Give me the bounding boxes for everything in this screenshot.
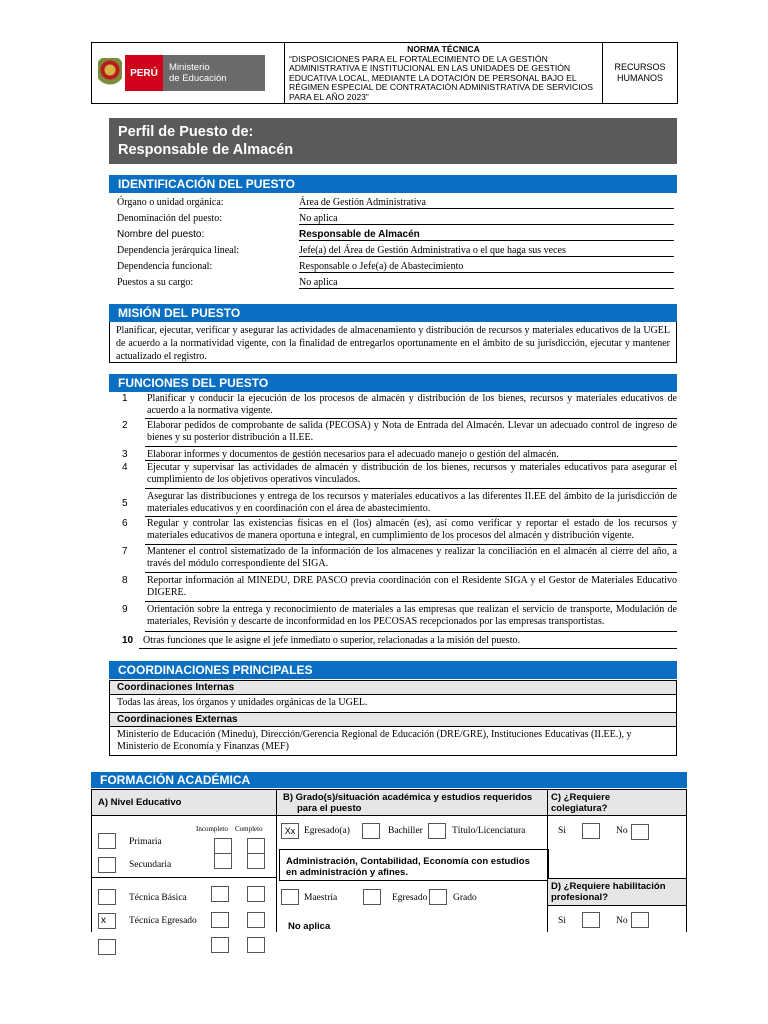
coat-of-arms-icon [98,58,122,88]
department-label: RECURSOS HUMANOS [614,62,666,83]
primaria-label: Primaria [129,837,162,847]
externas-label: Coordinaciones Externas [109,712,677,727]
tecnica-egresado-checkbox[interactable]: x [98,913,116,929]
function-item: 1 Planificar y conducir la ejecución de los procesos de almacén y distribución de los bienes, recursos y materiales educativos de acuerdo a la normativa vigente. [109,393,677,419]
colegiatura-no-label: No [616,826,628,836]
incompleto-label: Incompleto [196,825,228,833]
carreras-box: Administración, Contabilidad, Economía con estudios en administración y afines. [279,849,549,881]
primaria-incompleto-checkbox[interactable] [214,838,232,854]
titulo-checkbox[interactable] [428,823,446,839]
maestria-grado-label: Grado [453,893,477,903]
norm-block [285,43,603,103]
section-formacion-heading: FORMACIÓN ACADÉMICA [91,772,687,788]
function-item: 10 Otras funciones que le asigne el jefe inmediato o superior, relacionadas a la misión del puesto. [109,635,677,649]
col-d-header: D) ¿Requiere habilitación profesional? [547,878,687,906]
extra-checkbox[interactable] [98,939,116,955]
internas-label: Coordinaciones Internas [109,680,677,695]
extra-completo-checkbox[interactable] [247,937,265,953]
completo-label: Completo [235,825,263,833]
primaria-checkbox[interactable] [98,833,116,849]
tecnica-egresado-completo-checkbox[interactable] [247,912,265,928]
ministry-logo [92,43,285,103]
secundaria-label: Secundaria [129,860,172,870]
tecnica-basica-incompleto-checkbox[interactable] [211,886,229,902]
secundaria-checkbox[interactable] [98,857,116,873]
function-item: 4 Ejecutar y supervisar las actividades de almacén y distribución de los bienes, recursos y materiales educativos para asegurar el cumplimiento de los objetivos operativos vinculados. [109,462,677,488]
maestria-checkbox[interactable] [281,889,299,905]
section-funciones-heading: FUNCIONES DEL PUESTO [109,374,677,392]
col-c-body [547,815,687,878]
primaria-completo-checkbox[interactable] [247,838,265,854]
secundaria-completo-checkbox[interactable] [247,853,265,869]
function-item: 8 Reportar información al MINEDU, DRE PASCO previa coordinación con el Residente SIGA y el Gestor de Materiales Educativo DIGERE. [109,575,677,601]
internas-text: Todas las áreas, los órganos y unidades orgánicas de la UGEL. [109,695,677,712]
document-header [91,42,678,104]
function-item: 2 Elaborar pedidos de comprobante de salida (PECOSA) y Nota de Entrada del Almacén. Llevar un adecuado control de ingreso de bienes y su posterior distribución a II.EE. [109,420,677,446]
tecnica-egresado-label: Técnica Egresado [129,916,197,926]
habilitacion-no-label: No [616,916,628,926]
extra-incompleto-checkbox[interactable] [211,937,229,953]
tecnica-basica-checkbox[interactable] [98,889,116,905]
colegiatura-si-checkbox[interactable] [582,823,600,839]
norm-text: “DISPOSICIONES PARA EL FORTALECIMIENTO DE LA GESTIÓN ADMINISTRATIVA E INSTITUCIONAL EN LAS UNIDADES DE GESTIÓN EDUCATIVA LOCAL, MEDIANTE LA DOTACIÓN DE PERSONAL BAJO EL RÉGIMEN ESPECIAL DE CONTRATACIÓN ADMINISTRATIVA DE SERVICIOS PARA EL AÑO 2023” [289,53,594,102]
function-item: 5 Asegurar las distribuciones y entrega de los recursos y materiales educativos a las diferentes II.EE del ámbito de la jurisdicción de materiales educativos y en coordinación con el área de abastecimiento. [109,491,677,517]
col-a-header: A) Nivel Educativo [91,789,277,816]
secundaria-incompleto-checkbox[interactable] [214,853,232,869]
col-b-header: B) Grado(s)/situación académica y estudios requeridos para el puesto [276,789,548,816]
egresado-checkbox[interactable]: Xx [281,823,299,839]
norm-title: NORMA TÉCNICA [407,44,480,54]
habilitacion-si-checkbox[interactable] [582,912,600,928]
function-item: 7 Mantener el control sistematizado de la información de los almacenes y realizar la conciliación en el almacén al cierre del año, a través del módulo correspondiente del SIGA. [109,546,677,572]
section-coordinaciones-heading: COORDINACIONES PRINCIPALES [109,661,677,679]
tecnica-egresado-incompleto-checkbox[interactable] [211,912,229,928]
no-aplica-label: No aplica [288,921,331,932]
function-item: 3 Elaborar informes y documentos de gestión necesarios para el adecuado manejo o gestión del almacén. [109,449,677,463]
bachiller-label: Bachiller [388,826,423,836]
habilitacion-no-checkbox[interactable] [631,912,649,928]
externas-text: Ministerio de Educación (Minedu), Dirección/Gerencia Regional de Educación (DRE/GRE), Instituciones Educativas (II.EE.), y Ministerio de Economía y Finanzas (MEF) [109,727,677,756]
logo-peru: PERÚ [125,55,163,91]
bachiller-checkbox[interactable] [362,823,380,839]
maestria-egresado-checkbox[interactable] [363,889,381,905]
function-item: 9 Orientación sobre la entrega y reconocimiento de materiales a las empresas que realizan el servicio de transporte, Modulación de materiales, Revisión y descarte de inconformidad en los PECOSAS recepcionados por las empresas transportistas. [109,604,677,630]
tecnica-basica-label: Técnica Básica [129,893,187,903]
colegiatura-si-label: Si [558,826,566,836]
egresado-label: Egresado(a) [304,826,350,836]
colegiatura-no-checkbox[interactable] [631,824,649,840]
function-item: 6 Regular y controlar las existencias físicas en el (los) almacén (es), así como verificar y reportar el estado de los recursos y materiales educativos de manera oportuna e integral, en cumplimiento de los procesos del almacén y distribución vigente. [109,518,677,544]
col-c-header: C) ¿Requiere colegiatura? [547,789,687,816]
maestria-egresado-label: Egresado [392,893,428,903]
titulo-label: Título/Licenciatura [452,826,526,836]
maestria-grado-checkbox[interactable] [429,889,447,905]
logo-ministry: Ministerio de Educación [163,55,265,91]
section-mision-heading: MISIÓN DEL PUESTO [109,304,677,322]
maestria-label: Maestría [304,893,338,903]
tecnica-basica-completo-checkbox[interactable] [247,886,265,902]
profile-title: Perfil de Puesto de: Responsable de Almacén [109,118,677,164]
section-identificacion-heading: IDENTIFICACIÓN DEL PUESTO [109,175,677,193]
mision-text: Planificar, ejecutar, verificar y asegurar las actividades de almacenamiento y distribución de recursos y materiales educativos de la UGEL de acuerdo a la normatividad vigente, con la finalidad de entregarlos oportunamente en el ámbito de su jurisdicción, ejecutar y mantener actualizado el registro. [109,322,677,363]
habilitacion-si-label: Si [558,916,566,926]
